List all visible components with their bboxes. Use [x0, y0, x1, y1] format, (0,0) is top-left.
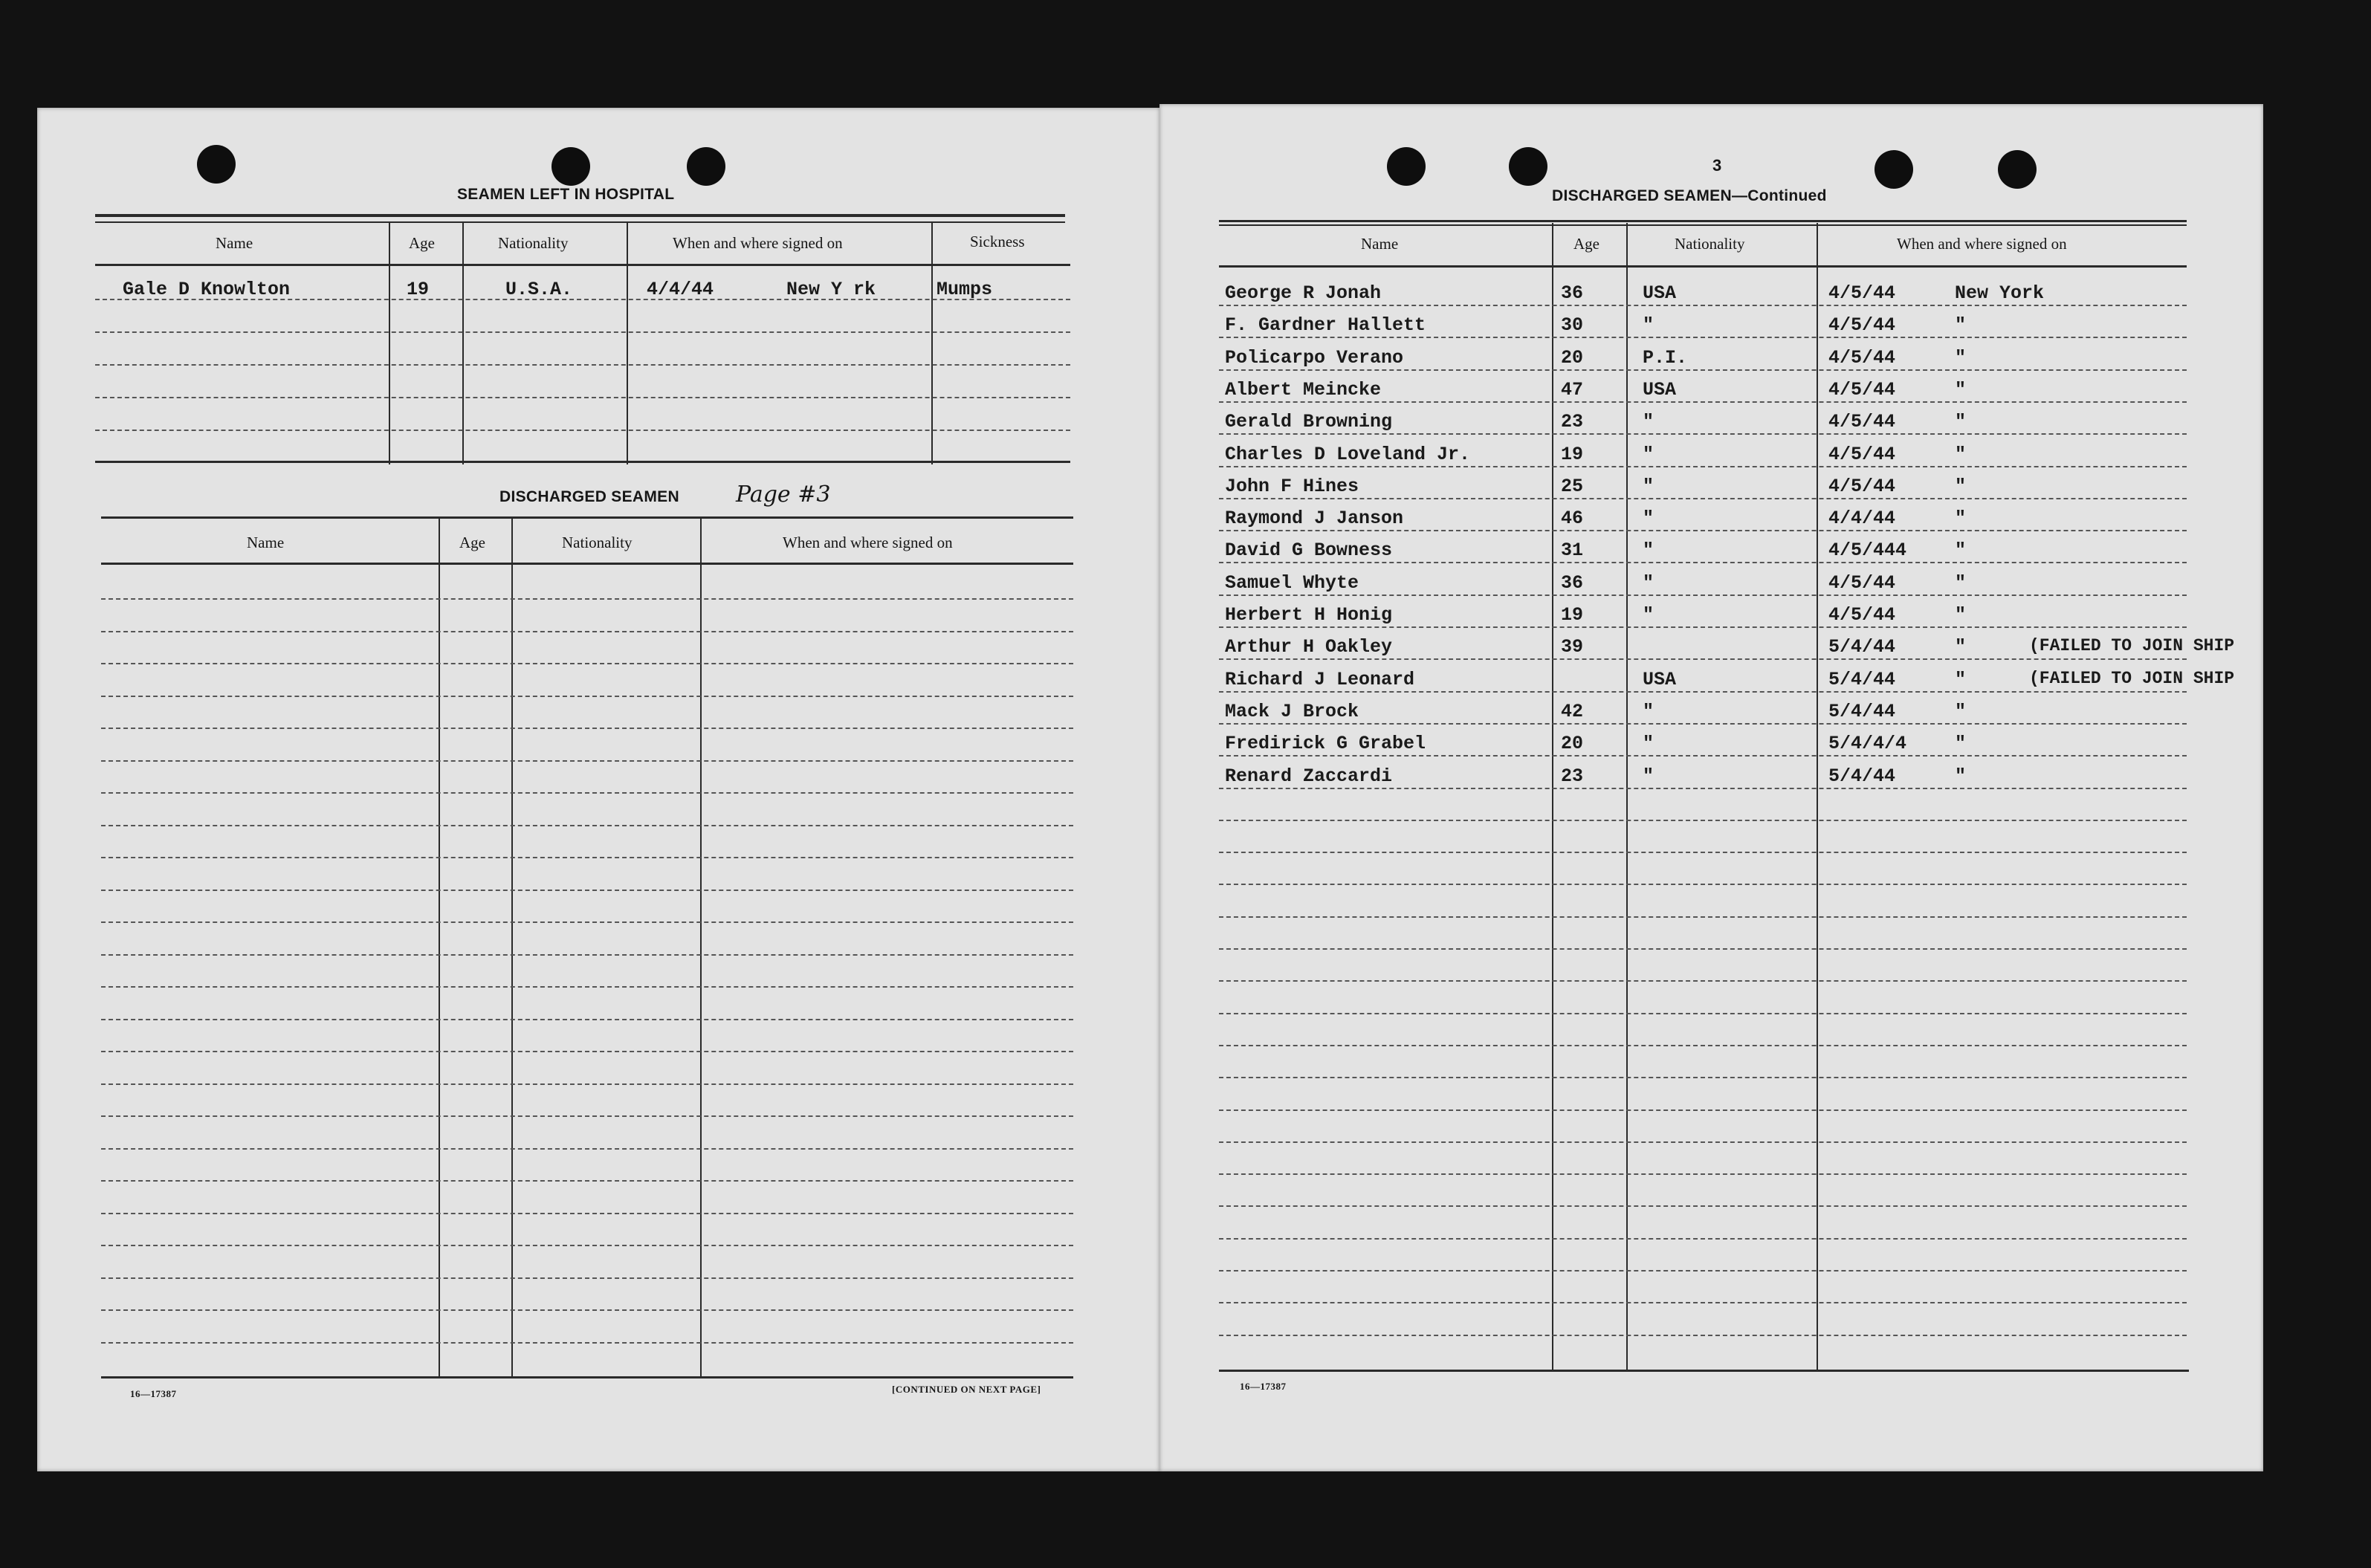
hospital-row-rule	[95, 430, 1070, 431]
right-bottom-rule	[1219, 1370, 2189, 1372]
hospital-top-rule-2	[95, 221, 1065, 223]
right-row-rule	[1219, 595, 2187, 596]
right-row-name: Policarpo Verano	[1225, 346, 1404, 369]
right-row-nationality: "	[1643, 314, 1654, 337]
right-row-rule	[1219, 1173, 2187, 1175]
right-row-rule	[1219, 691, 2187, 693]
hospital-col-line	[931, 223, 933, 464]
punch-hole-icon	[197, 145, 236, 184]
right-row-rule	[1219, 1205, 2187, 1207]
right-row-note: (FAILED TO JOIN SHIP	[2029, 636, 2235, 656]
right-row-place: "	[1955, 314, 1967, 337]
right-row-place: "	[1955, 636, 1967, 658]
discharged-row-rule	[101, 954, 1073, 956]
right-row-age: 42	[1561, 700, 1584, 722]
right-row-rule	[1219, 1141, 2187, 1143]
right-row-date: 4/5/44	[1828, 475, 1896, 497]
right-row-nationality: "	[1643, 571, 1654, 594]
hospital-header-age: Age	[409, 234, 435, 252]
discharged-row-rule	[101, 696, 1073, 697]
right-row-nationality: USA	[1643, 282, 1677, 304]
right-row-rule	[1219, 916, 2187, 918]
discharged-row-rule	[101, 921, 1073, 923]
right-row-nationality: "	[1643, 540, 1654, 562]
right-header-nationality: Nationality	[1675, 235, 1745, 253]
discharged-top-rule	[101, 516, 1073, 519]
discharged-row-rule	[101, 1019, 1073, 1020]
discharged-header-rule	[101, 563, 1073, 565]
right-row-place: "	[1955, 346, 1967, 369]
right-row-date: 4/5/44	[1828, 411, 1896, 433]
discharged-row-rule	[101, 663, 1073, 664]
right-row-date: 5/4/44	[1828, 668, 1896, 690]
right-row-name: Raymond J Janson	[1225, 508, 1404, 530]
right-row-rule	[1219, 1335, 2187, 1336]
right-row-nationality: "	[1643, 604, 1654, 626]
page-number: 3	[1712, 156, 1722, 175]
right-row-rule	[1219, 788, 2187, 789]
right-row-name: Samuel Whyte	[1225, 571, 1359, 594]
right-row-rule	[1219, 852, 2187, 853]
discharged-col-line	[700, 519, 702, 1379]
right-row-rule	[1219, 723, 2187, 725]
right-row-name: Renard Zaccardi	[1225, 765, 1393, 787]
right-row-date: 4/5/44	[1828, 604, 1896, 626]
discharged-header-age: Age	[459, 534, 485, 551]
discharged-row-rule	[101, 986, 1073, 988]
right-row-date: 4/5/444	[1828, 540, 1907, 562]
right-row-name: Fredirick G Grabel	[1225, 733, 1426, 755]
hospital-header-name: Name	[216, 234, 253, 252]
punch-hole-icon	[1387, 147, 1426, 186]
hospital-row-rule	[95, 397, 1070, 398]
right-row-place: "	[1955, 733, 1967, 755]
discharged-row-rule	[101, 1277, 1073, 1279]
left-page	[37, 108, 1159, 1471]
right-row-rule	[1219, 466, 2187, 467]
right-row-place: "	[1955, 765, 1967, 787]
right-row-rule	[1219, 337, 2187, 338]
right-row-place: "	[1955, 411, 1967, 433]
discharged-col-line	[511, 519, 513, 1379]
right-row-date: 5/4/44	[1828, 700, 1896, 722]
right-row-age: 19	[1561, 604, 1584, 626]
discharged-row-rule	[101, 1115, 1073, 1117]
continued-note: [CONTINUED ON NEXT PAGE]	[892, 1384, 1041, 1395]
right-row-rule	[1219, 369, 2187, 371]
hospital-row-sickness: Mumps	[937, 279, 993, 300]
right-row-date: 4/5/44	[1828, 314, 1896, 337]
right-row-age: 25	[1561, 475, 1584, 497]
punch-hole-icon	[687, 147, 725, 186]
discharged-row-rule	[101, 825, 1073, 826]
hospital-header-sickness: Sickness	[970, 233, 1025, 250]
right-row-name: Richard J Leonard	[1225, 668, 1415, 690]
right-row-nationality: "	[1643, 700, 1654, 722]
right-row-age: 47	[1561, 378, 1584, 401]
right-row-name: Albert Meincke	[1225, 378, 1382, 401]
right-row-rule	[1219, 884, 2187, 885]
right-row-age: 30	[1561, 314, 1584, 337]
discharged-row-rule	[101, 1051, 1073, 1052]
right-row-rule	[1219, 433, 2187, 435]
right-header-age: Age	[1573, 235, 1599, 253]
right-row-age: 36	[1561, 571, 1584, 594]
right-row-age: 36	[1561, 282, 1584, 304]
right-row-rule	[1219, 1077, 2187, 1078]
right-row-name: Charles D Loveland Jr.	[1225, 443, 1471, 465]
right-row-nationality: USA	[1643, 378, 1677, 401]
right-row-rule	[1219, 1045, 2187, 1046]
punch-hole-icon	[1875, 150, 1913, 189]
discharged-header-signed: When and where signed on	[783, 534, 953, 551]
hospital-row-place: New Y rk	[786, 279, 876, 300]
right-row-place: "	[1955, 443, 1967, 465]
right-row-date: 4/4/44	[1828, 508, 1896, 530]
right-row-name: F. Gardner Hallett	[1225, 314, 1426, 337]
right-row-rule	[1219, 948, 2187, 950]
hospital-row-rule	[95, 299, 1070, 300]
right-row-rule	[1219, 1270, 2187, 1271]
punch-hole-icon	[551, 147, 590, 186]
discharged-row-rule	[101, 1083, 1073, 1085]
right-row-name: David G Bowness	[1225, 540, 1393, 562]
discharged-row-rule	[101, 1180, 1073, 1182]
right-row-rule	[1219, 1013, 2187, 1014]
right-row-nationality: "	[1643, 443, 1654, 465]
right-row-rule	[1219, 498, 2187, 499]
right-row-place: "	[1955, 378, 1967, 401]
right-row-nationality: P.I.	[1643, 346, 1688, 369]
form-number-left: 16—17387	[130, 1388, 177, 1399]
right-row-rule	[1219, 626, 2187, 628]
right-row-place: "	[1955, 700, 1967, 722]
punch-hole-icon	[1509, 147, 1547, 186]
right-row-name: Herbert H Honig	[1225, 604, 1393, 626]
right-col-line	[1817, 223, 1818, 1371]
right-header-rule	[1219, 265, 2187, 268]
right-row-name: John F Hines	[1225, 475, 1359, 497]
discharged-section-title: DISCHARGED SEAMEN	[499, 488, 679, 505]
discharged-row-rule	[101, 598, 1073, 600]
hospital-bottom-rule	[95, 461, 1070, 463]
right-row-age: 46	[1561, 508, 1584, 530]
hospital-top-rule	[95, 214, 1065, 217]
discharged-row-rule	[101, 792, 1073, 794]
hospital-row-nationality: U.S.A.	[505, 279, 573, 300]
right-row-rule	[1219, 658, 2187, 660]
right-row-rule	[1219, 305, 2187, 306]
right-row-place: "	[1955, 571, 1967, 594]
right-row-age: 23	[1561, 765, 1584, 787]
discharged-row-rule	[101, 890, 1073, 891]
right-row-rule	[1219, 562, 2187, 563]
right-row-name: Gerald Browning	[1225, 411, 1393, 433]
right-row-rule	[1219, 820, 2187, 821]
hospital-header-nationality: Nationality	[498, 234, 569, 252]
right-row-date: 4/5/44	[1828, 378, 1896, 401]
discharged-row-rule	[101, 1309, 1073, 1311]
discharged-row-rule	[101, 631, 1073, 632]
hospital-row-age: 19	[407, 279, 430, 300]
discharged-row-rule	[101, 1245, 1073, 1246]
right-row-date: 5/4/44	[1828, 636, 1896, 658]
discharged-row-rule	[101, 760, 1073, 762]
right-top-rule	[1219, 220, 2187, 222]
hospital-col-line	[627, 223, 628, 464]
right-row-place: New York	[1955, 282, 2045, 304]
discharged-col-line	[439, 519, 440, 1379]
right-row-name: Mack J Brock	[1225, 700, 1359, 722]
discharged-row-rule	[101, 1148, 1073, 1150]
right-row-place: "	[1955, 668, 1967, 690]
hospital-header-signed: When and where signed on	[673, 234, 843, 252]
right-section-title: DISCHARGED SEAMEN—Continued	[1552, 187, 1827, 204]
right-row-date: 4/5/44	[1828, 346, 1896, 369]
right-row-date: 5/4/4/4	[1828, 733, 1907, 755]
right-row-nationality: "	[1643, 411, 1654, 433]
hospital-row-name: Gale D Knowlton	[123, 279, 291, 300]
left-bottom-rule	[101, 1376, 1073, 1379]
right-row-name: George R Jonah	[1225, 282, 1382, 304]
right-row-date: 4/5/44	[1828, 282, 1896, 304]
hospital-row-date: 4/4/44	[647, 279, 714, 300]
handwritten-page-label: Page #3	[736, 482, 831, 508]
right-row-nationality: USA	[1643, 668, 1677, 690]
right-row-place: "	[1955, 604, 1967, 626]
discharged-row-rule	[101, 1213, 1073, 1214]
right-row-rule	[1219, 1302, 2187, 1303]
right-top-rule-2	[1219, 224, 2187, 226]
hospital-row-rule	[95, 331, 1070, 333]
hospital-section-title: SEAMEN LEFT IN HOSPITAL	[457, 186, 675, 203]
right-row-age: 20	[1561, 733, 1584, 755]
punch-hole-icon	[1998, 150, 2037, 189]
right-row-name: Arthur H Oakley	[1225, 636, 1393, 658]
right-header-signed: When and where signed on	[1897, 235, 2067, 253]
discharged-header-nationality: Nationality	[562, 534, 633, 551]
right-row-age: 23	[1561, 411, 1584, 433]
right-row-rule	[1219, 401, 2187, 403]
right-header-name: Name	[1361, 235, 1399, 253]
discharged-header-name: Name	[247, 534, 285, 551]
right-row-date: 4/5/44	[1828, 443, 1896, 465]
right-row-nationality: "	[1643, 508, 1654, 530]
hospital-row-rule	[95, 364, 1070, 366]
right-row-rule	[1219, 1238, 2187, 1240]
right-row-nationality: "	[1643, 765, 1654, 787]
form-number-right: 16—17387	[1240, 1381, 1287, 1392]
right-row-age: 39	[1561, 636, 1584, 658]
right-row-note: (FAILED TO JOIN SHIP	[2029, 668, 2235, 688]
right-row-nationality: "	[1643, 475, 1654, 497]
right-row-rule	[1219, 980, 2187, 982]
discharged-row-rule	[101, 728, 1073, 729]
right-col-line	[1552, 223, 1553, 1371]
right-col-line	[1626, 223, 1628, 1371]
right-row-nationality: "	[1643, 733, 1654, 755]
right-row-age: 20	[1561, 346, 1584, 369]
right-row-rule	[1219, 1109, 2187, 1111]
right-row-date: 4/5/44	[1828, 571, 1896, 594]
hospital-col-line	[462, 223, 464, 464]
hospital-col-line	[389, 223, 390, 464]
right-row-place: "	[1955, 508, 1967, 530]
right-row-age: 31	[1561, 540, 1584, 562]
right-row-rule	[1219, 755, 2187, 757]
discharged-row-rule	[101, 1342, 1073, 1344]
right-row-place: "	[1955, 540, 1967, 562]
right-row-age: 19	[1561, 443, 1584, 465]
right-row-date: 5/4/44	[1828, 765, 1896, 787]
hospital-header-rule	[95, 264, 1070, 266]
right-row-place: "	[1955, 475, 1967, 497]
right-row-rule	[1219, 530, 2187, 531]
discharged-row-rule	[101, 857, 1073, 858]
